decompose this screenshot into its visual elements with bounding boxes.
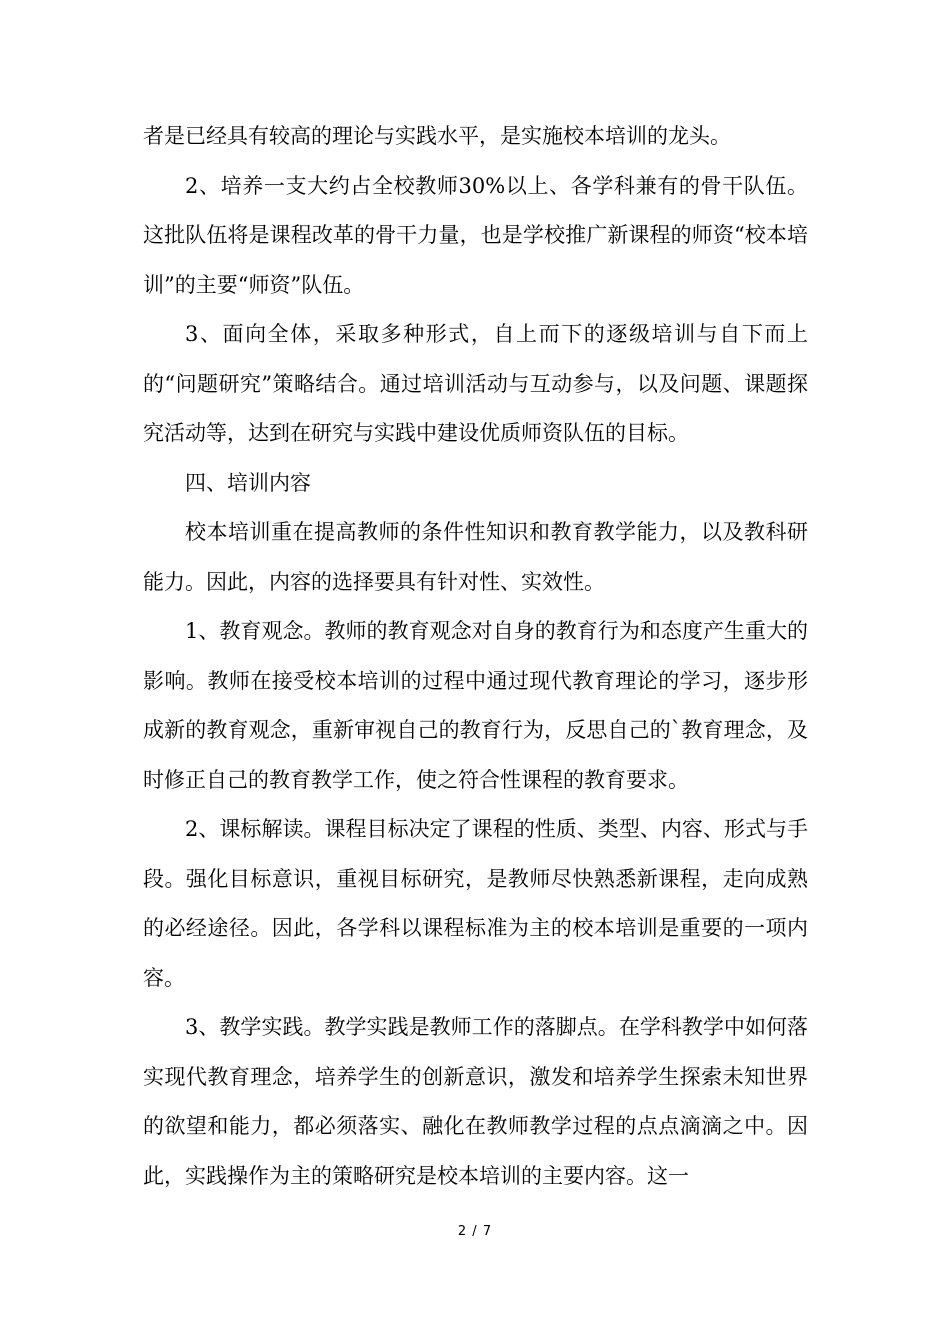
paragraph-continuation: 者是已经具有较高的理论与实践水平，是实施校本培训的龙头。 (143, 124, 731, 148)
paragraph-goal-3: 3、面向全体，采取多种形式，自上而下的逐级培训与自下而上的“问题研究”策略结合。通过培训活动与互动参与，以及问题、课题探究活动等，达到在研究与实践中建设优质师资队伍的目标。 (143, 322, 808, 445)
document-body (143, 112, 808, 1201)
paragraph-content-1: 1、教育观念。教师的教育观念对自身的教育行为和态度产生重大的影响。教师在接受校本培训的过程中通过现代教育理论的学习，逐步形成新的教育观念，重新审视自己的教育行为，反思自己的`教育理念，及时修正自己的教育教学工作，使之符合性课程的教育要求。 (143, 619, 808, 792)
paragraph-goal-2: 2、培养一支大约占全校教师30%以上、各学科兼有的骨干队伍。这批队伍将是课程改革的骨干力量，也是学校推广新课程的师资“校本培训”的主要“师资”队伍。 (143, 173, 808, 297)
paragraph-training-intro: 校本培训重在提高教师的条件性知识和教育教学能力，以及教科研能力。因此，内容的选择要具有针对性、实效性。 (143, 520, 808, 594)
section-heading-training-content: 四、培训内容 (185, 470, 311, 495)
page-number: 2 / 7 (457, 1224, 493, 1239)
paragraph-content-3: 3、教学实践。教学实践是教师工作的落脚点。在学科教学中如何落实现代教育理念，培养学生的创新意识，激发和培养学生探索未知世界的欲望和能力，都必须落实、融化在教师教学过程的点点滴滴之中。因此，实践操作为主的策略研究是校本培训的主要内容。这一 (143, 1015, 808, 1188)
paragraph-content-2: 2、课标解读。课程目标决定了课程的性质、类型、内容、形式与手段。强化目标意识，重视目标研究，是教师尽快熟悉新课程，走向成熟的必经途径。因此，各学科以课程标准为主的校本培训是重要的一项内容。 (143, 817, 808, 990)
